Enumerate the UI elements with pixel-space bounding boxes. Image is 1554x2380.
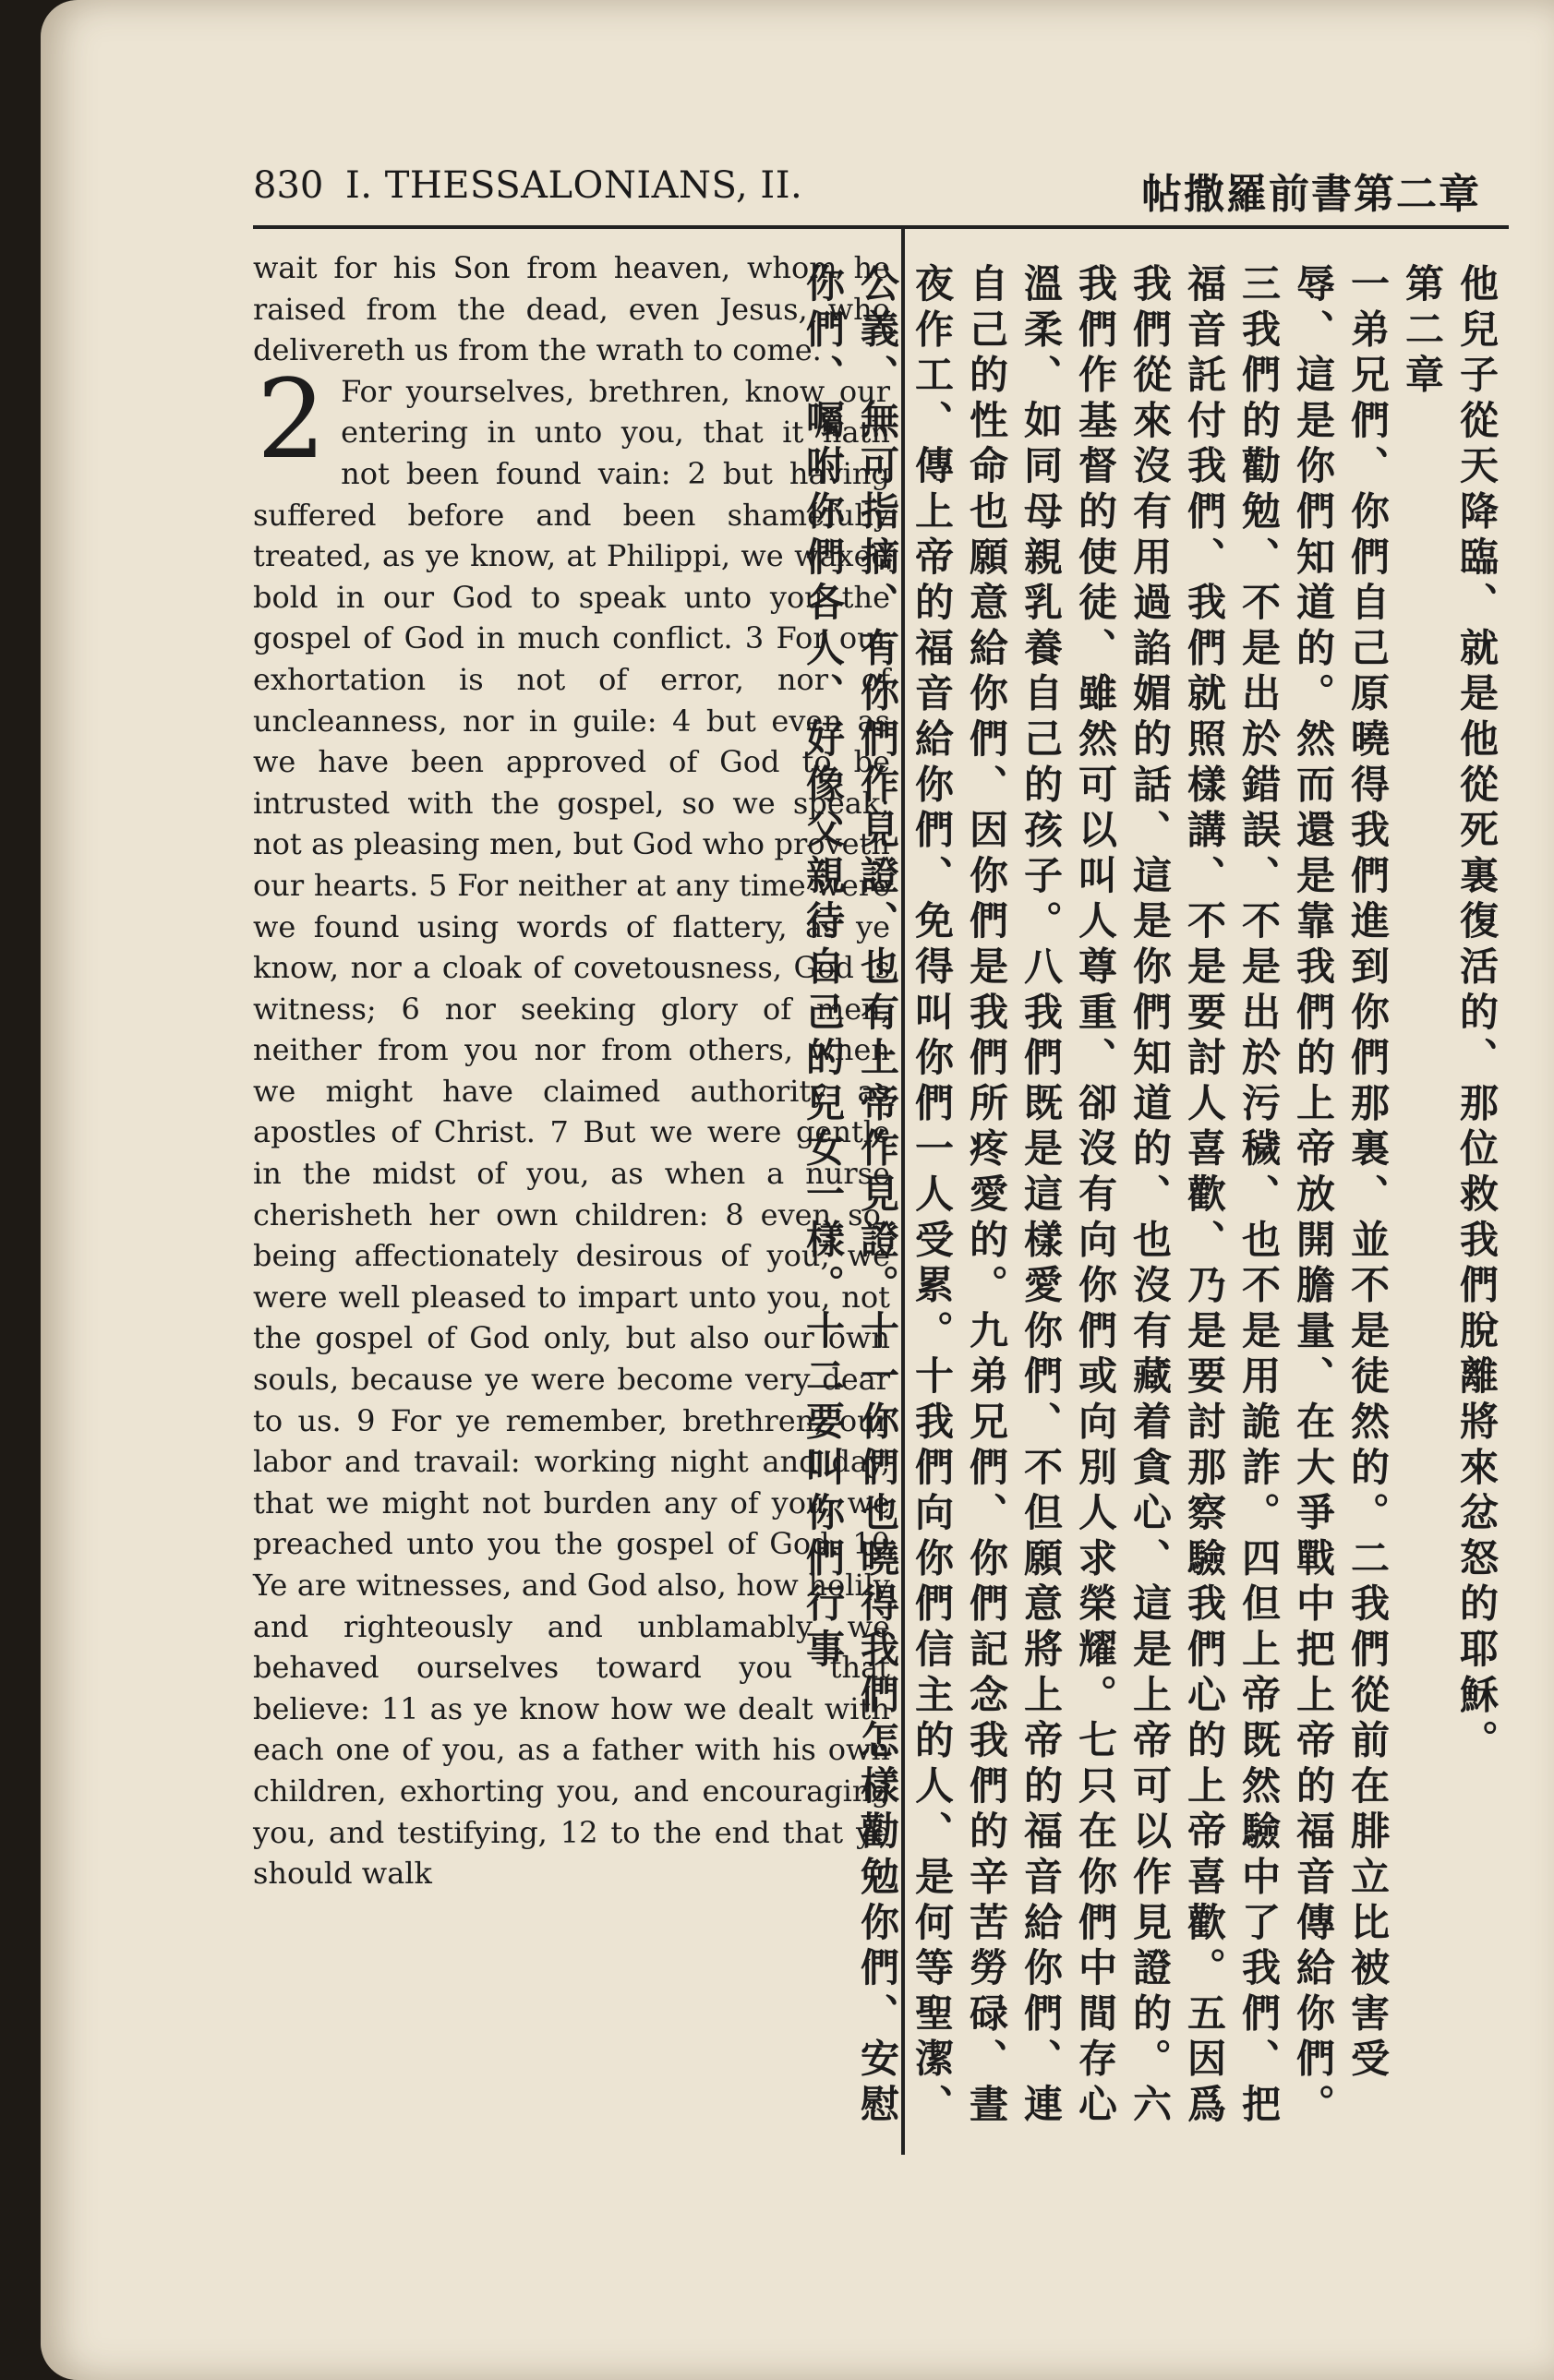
chinese-chapter-heading: 第二章: [1400, 263, 1445, 400]
running-title-chinese: 帖撒羅前書第二章: [1141, 171, 1481, 218]
chinese-chapter-text: 一弟兄們、你們自己原曉得我們進到你們那裏、並不是徒然的。二我們從前在腓立比被害受辱、這是你們知道的。然而還是靠我們的上帝放開膽量、在大爭戰中把上帝的福音傳給你們。三我們的勸勉、不是出於錯誤、不是出於污穢、也不是用詭詐。四但上帝既然驗中了我們、把福音託付我們、我們就照樣講、不是要討人喜歡、乃是要討那察驗我們心的上帝喜歡。五因爲我們從來沒有用過諂媚的話、這是你們知道的、也沒有藏着貪心、這是上帝可以作見證的。六我們作基督的使徒、雖然可以叫人尊重、卻沒有向你們或向別人求榮耀。七只在你們中間存心溫柔、如同母親乳養自己的孩子。八我們既是這樣愛你們、不但願意將上帝的福音給你們、連自己的性命也願意給你們、因你們是我們所疼愛的。九弟兄們、你們記念我們的辛苦勞碌、晝夜作工、傳上帝的福音給你們、免得叫你們一人受累。十我們向你們信主的人、是何等聖潔、公義、無可指摘、有你們作見證、也有上帝作見證。十一你們也曉得我們怎樣勸勉你們、安慰你們、囑咐你們各人、好像父親待自己的兒女一樣。十二要叫你們行事: [801, 263, 1391, 2130]
english-column: [253, 247, 890, 1894]
running-title: I. THESSALONIANS, II.: [345, 164, 803, 207]
english-chapter-text: For yourselves, brethren, know our entering in unto you, that it hath not been found vain: 2 but having suffered before and been shamefully treated, as ye know, at Philippi, we waxed bold in our God to speak unto you the gospel of God in much conflict. 3 For our exhortation is not of error, nor of uncleanness, nor in guile: 4 but even as we have been approved of God to be intrusted with the gospel, so we speak; not as pleasing men, but God who proveth our hearts. 5 For neither at any time were we found using words of flattery, as ye know, nor a cloak of covetousness, God is witness; 6 nor seeking glory of men, neither from you nor from others, when we might have claimed authority as apostles of Christ. 7 But we were gentle in the midst of you, as when a nurse cherisheth her own children: 8 even so, being affectionately desirous of you, we were well pleased to impart unto you, not the gospel of God only, but also our own souls, because ye were become very dear to us. 9 For ye remember, brethren, our labor and travail: working night and day, that we might not burden any of you, we preached unto you the gospel of God. 10 Ye are witnesses, and God also, how holily and righteously and unblamably we behaved ourselves toward you that believe: 11 as ye know how we dealt with each one of you, as a father with his own children, exhorting you, and encouraging you, and testifying, 12 to the end that ye should walk: [253, 373, 890, 1892]
book-page: [41, 0, 1554, 2380]
chinese-column: [801, 263, 1504, 2156]
header-rule: [253, 225, 1509, 229]
chinese-carryover-text: 他兒子從天降臨、就是他從死裏復活的、那位救我們脫離將來忿怒的耶穌。: [1454, 263, 1500, 1765]
english-carryover-text: wait for his Son from heaven, whom he raised from the dead, even Jesus, who delivereth us from the wrath to come.: [253, 250, 890, 368]
english-chapter-2: [253, 355, 890, 1894]
chapter-numeral: 2: [257, 355, 327, 483]
running-header: [253, 157, 1500, 222]
page-number: 830: [253, 164, 324, 207]
